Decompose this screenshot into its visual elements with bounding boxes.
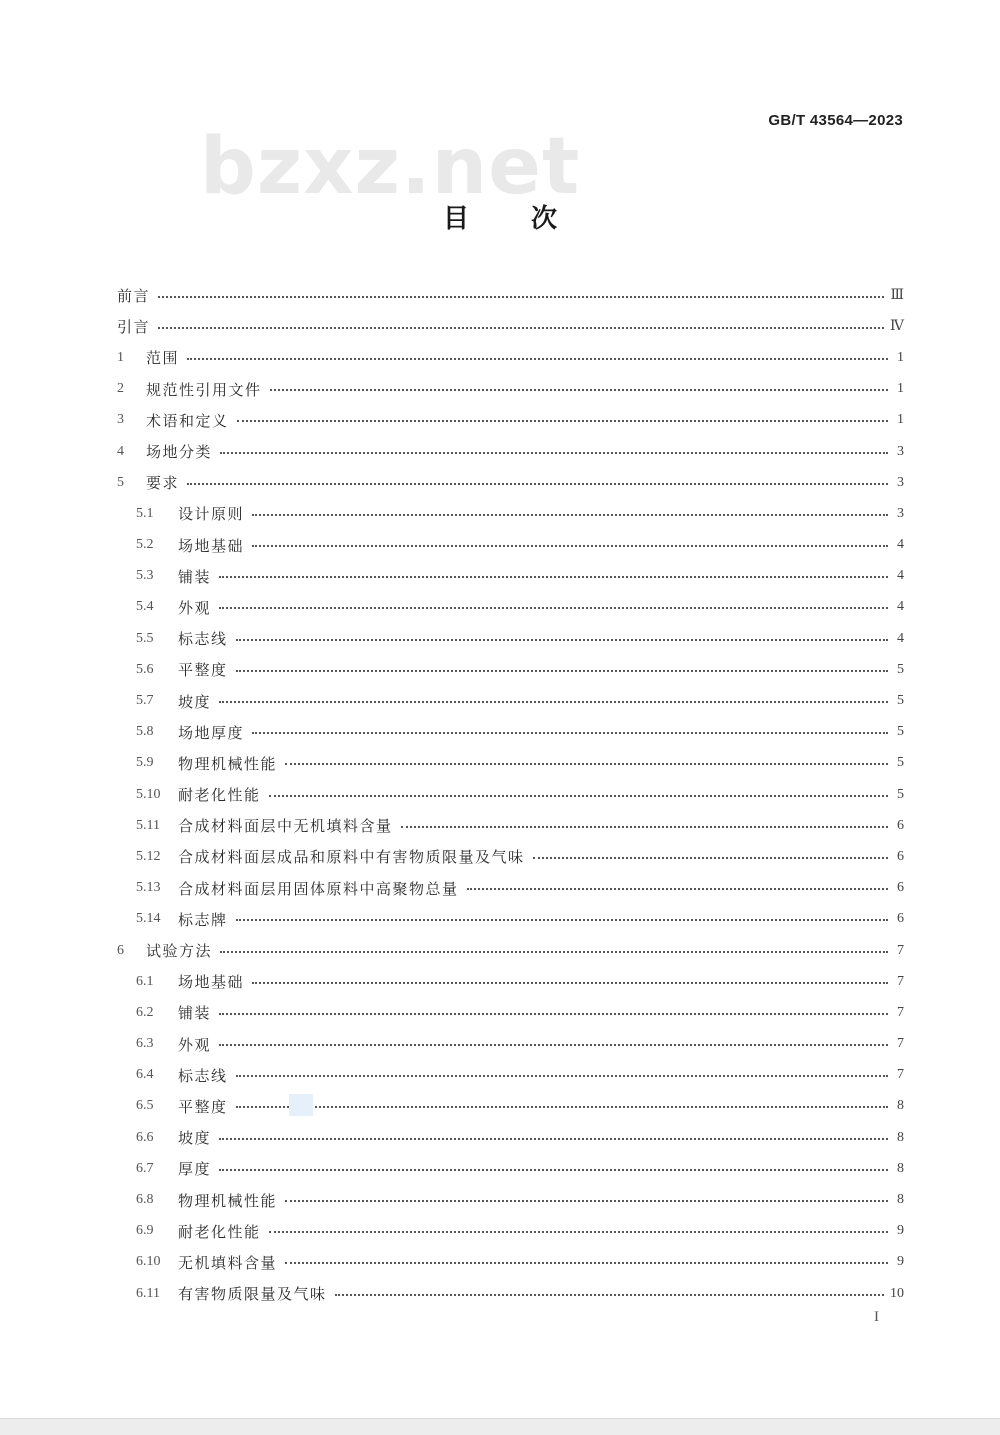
toc-entry-number: 6 [117, 942, 124, 958]
toc-entry-page: 9 [897, 1223, 904, 1239]
toc-entry-title: 规范性引用文件 [146, 380, 262, 399]
toc-entry-number: 5.13 [136, 880, 161, 896]
toc-entry-title: 铺装 [178, 1004, 212, 1023]
selection-highlight [289, 1094, 313, 1116]
toc-entry-number: 1 [117, 349, 124, 365]
toc-entry-page: 8 [897, 1129, 904, 1145]
toc-entry-number: 6.9 [136, 1223, 154, 1239]
toc-entry[interactable] [117, 779, 904, 810]
toc-entry-number: 5.12 [136, 848, 161, 864]
toc-entry-page: Ⅲ [890, 288, 904, 304]
toc-dot-leader [285, 1200, 888, 1202]
toc-entry[interactable] [117, 841, 904, 872]
toc-entry-page: 9 [897, 1254, 904, 1270]
toc-dot-leader [285, 763, 888, 765]
toc-entry[interactable] [117, 498, 904, 529]
toc-dot-leader [533, 857, 888, 859]
toc-entry-title: 平整度 [178, 661, 228, 680]
toc-dot-leader [158, 327, 884, 329]
toc-entry[interactable] [117, 405, 904, 436]
toc-entry-page: 4 [897, 568, 904, 584]
toc-entry-title: 无机填料含量 [178, 1253, 278, 1272]
toc-entry-number: 6.1 [136, 973, 154, 989]
toc-dot-leader [237, 420, 888, 422]
toc-entry[interactable] [117, 1122, 904, 1153]
toc-entry-title: 合成材料面层成品和原料中有害物质限量及气味 [178, 848, 525, 867]
toc-entry[interactable] [117, 1216, 904, 1247]
toc-entry-number: 6.6 [136, 1129, 154, 1145]
toc-entry[interactable] [117, 623, 904, 654]
toc-entry-number: 5.5 [136, 630, 154, 646]
page-folio: I [874, 1309, 879, 1325]
toc-entry-number: 6.11 [136, 1285, 160, 1301]
toc-entry[interactable] [117, 280, 904, 311]
toc-entry[interactable] [117, 1184, 904, 1215]
toc-dot-leader [236, 919, 888, 921]
toc-entry-page: 4 [897, 630, 904, 646]
toc-entry-title: 耐老化性能 [178, 1222, 261, 1241]
toc-entry-page: 5 [897, 724, 904, 740]
toc-dot-leader [219, 607, 888, 609]
toc-entry-page: 5 [897, 693, 904, 709]
toc-entry[interactable] [117, 1153, 904, 1184]
toc-entry[interactable] [117, 374, 904, 405]
toc-entry-page: 7 [897, 1036, 904, 1052]
toc-entry-number: 5.14 [136, 911, 161, 927]
toc-entry-title: 耐老化性能 [178, 786, 261, 805]
toc-dot-leader [187, 483, 888, 485]
toc-entry-title: 坡度 [178, 1129, 212, 1148]
toc-entry-title: 要求 [146, 474, 180, 493]
toc-dot-leader [220, 452, 888, 454]
toc-dot-leader [219, 1044, 888, 1046]
toc-entry-number: 4 [117, 443, 124, 459]
toc-entry-title: 范围 [146, 349, 180, 368]
toc-entry-page: 6 [897, 880, 904, 896]
table-of-contents [117, 280, 904, 1309]
toc-entry-title: 场地基础 [178, 973, 245, 992]
toc-entry[interactable] [117, 748, 904, 779]
toc-entry[interactable] [117, 530, 904, 561]
toc-entry-title: 外观 [178, 1035, 212, 1054]
toc-entry-page: 5 [897, 755, 904, 771]
toc-entry-number: 3 [117, 412, 124, 428]
toc-entry-title: 物理机械性能 [178, 754, 278, 773]
bottom-scrollbar-strip [0, 1418, 1000, 1435]
toc-entry[interactable] [117, 342, 904, 373]
toc-dot-leader [236, 639, 888, 641]
toc-entry-page: 6 [897, 848, 904, 864]
toc-entry-page: 3 [897, 443, 904, 459]
toc-entry[interactable] [117, 966, 904, 997]
toc-dot-leader [219, 1169, 888, 1171]
toc-entry-title: 术语和定义 [146, 411, 229, 430]
toc-entry-title: 有害物质限量及气味 [178, 1285, 327, 1304]
toc-dot-leader [252, 514, 888, 516]
toc-entry[interactable] [117, 436, 904, 467]
toc-entry-number: 6.10 [136, 1254, 161, 1270]
toc-entry-page: 6 [897, 817, 904, 833]
toc-entry-page: 1 [897, 412, 904, 428]
toc-entry-title: 标志牌 [178, 910, 228, 929]
toc-entry-title: 设计原则 [178, 505, 245, 524]
toc-dot-leader [236, 1075, 888, 1077]
toc-entry[interactable] [117, 1029, 904, 1060]
toc-entry-page: 7 [897, 1004, 904, 1020]
toc-entry-title: 场地基础 [178, 536, 245, 555]
toc-dot-leader [252, 732, 888, 734]
toc-entry-number: 2 [117, 381, 124, 397]
toc-entry[interactable] [117, 997, 904, 1028]
toc-entry[interactable] [117, 873, 904, 904]
toc-entry-page: 6 [897, 911, 904, 927]
toc-entry-title: 外观 [178, 598, 212, 617]
toc-entry-title: 场地厚度 [178, 723, 245, 742]
toc-entry-page: 5 [897, 786, 904, 802]
toc-dot-leader [401, 826, 888, 828]
toc-entry-number: 5.8 [136, 724, 154, 740]
toc-entry-number: 5.1 [136, 505, 154, 521]
toc-entry-number: 6.7 [136, 1160, 154, 1176]
toc-dot-leader [219, 701, 888, 703]
toc-entry-title: 物理机械性能 [178, 1191, 278, 1210]
toc-entry-number: 5.9 [136, 755, 154, 771]
toc-entry[interactable] [117, 561, 904, 592]
toc-entry-page: Ⅳ [890, 319, 904, 335]
toc-entry-number: 5.6 [136, 661, 154, 677]
toc-entry-page: 10 [890, 1285, 904, 1301]
toc-entry-title: 合成材料面层用固体原料中高聚物总量 [178, 879, 459, 898]
toc-entry-title: 标志线 [178, 1066, 228, 1085]
toc-entry[interactable] [117, 904, 904, 935]
toc-entry-title: 引言 [117, 318, 151, 337]
toc-dot-leader [285, 1262, 888, 1264]
toc-dot-leader [220, 951, 888, 953]
toc-entry[interactable] [117, 467, 904, 498]
toc-entry[interactable] [117, 654, 904, 685]
toc-entry-page: 7 [897, 942, 904, 958]
toc-dot-leader [270, 389, 888, 391]
toc-entry-page: 4 [897, 599, 904, 615]
toc-entry-page: 8 [897, 1160, 904, 1176]
toc-entry-number: 6.4 [136, 1067, 154, 1083]
toc-entry[interactable] [117, 810, 904, 841]
toc-entry-title: 合成材料面层中无机填料含量 [178, 817, 393, 836]
toc-entry[interactable] [117, 935, 904, 966]
toc-entry-number: 5.7 [136, 693, 154, 709]
toc-entry-number: 5.3 [136, 568, 154, 584]
toc-entry-number: 6.5 [136, 1098, 154, 1114]
toc-entry-number: 5.10 [136, 786, 161, 802]
toc-dot-leader [219, 1138, 888, 1140]
toc-entry-page: 8 [897, 1192, 904, 1208]
toc-dot-leader [252, 982, 888, 984]
toc-dot-leader [219, 1013, 888, 1015]
toc-entry[interactable] [117, 1091, 904, 1122]
toc-entry-title: 试验方法 [146, 942, 213, 961]
toc-entry[interactable] [117, 592, 904, 623]
watermark: bzxz.net [200, 122, 581, 212]
toc-entry[interactable] [117, 1247, 904, 1278]
toc-entry-title: 前言 [117, 287, 151, 306]
toc-entry-title: 坡度 [178, 692, 212, 711]
toc-entry[interactable] [117, 311, 904, 342]
toc-entry-page: 7 [897, 1067, 904, 1083]
toc-entry-title: 铺装 [178, 567, 212, 586]
toc-dot-leader [467, 888, 888, 890]
toc-entry[interactable] [117, 1278, 904, 1309]
toc-entry-page: 7 [897, 973, 904, 989]
toc-entry-number: 5.11 [136, 817, 160, 833]
toc-entry[interactable] [117, 1060, 904, 1091]
toc-entry-title: 标志线 [178, 630, 228, 649]
toc-entry-number: 6.2 [136, 1004, 154, 1020]
toc-entry-title: 场地分类 [146, 443, 213, 462]
toc-entry-number: 5.4 [136, 599, 154, 615]
toc-entry-page: 8 [897, 1098, 904, 1114]
toc-entry-page: 4 [897, 537, 904, 553]
toc-dot-leader [269, 795, 888, 797]
toc-dot-leader [269, 1231, 888, 1233]
toc-entry[interactable] [117, 717, 904, 748]
toc-entry-page: 3 [897, 474, 904, 490]
toc-entry-number: 5 [117, 474, 124, 490]
toc-entry-page: 5 [897, 661, 904, 677]
toc-entry-number: 6.8 [136, 1192, 154, 1208]
toc-entry[interactable] [117, 685, 904, 716]
standard-number: GB/T 43564—2023 [768, 112, 903, 129]
toc-entry-page: 1 [897, 381, 904, 397]
toc-entry-number: 6.3 [136, 1036, 154, 1052]
page-title: 目次 [442, 204, 619, 234]
toc-dot-leader [335, 1294, 884, 1296]
toc-entry-number: 5.2 [136, 537, 154, 553]
toc-dot-leader [236, 1106, 888, 1108]
toc-entry-page: 3 [897, 505, 904, 521]
toc-dot-leader [252, 545, 888, 547]
toc-dot-leader [219, 576, 888, 578]
toc-dot-leader [236, 670, 888, 672]
toc-dot-leader [187, 358, 888, 360]
toc-entry-title: 厚度 [178, 1160, 212, 1179]
toc-dot-leader [158, 296, 884, 298]
toc-entry-title: 平整度 [178, 1097, 228, 1116]
toc-entry-page: 1 [897, 349, 904, 365]
